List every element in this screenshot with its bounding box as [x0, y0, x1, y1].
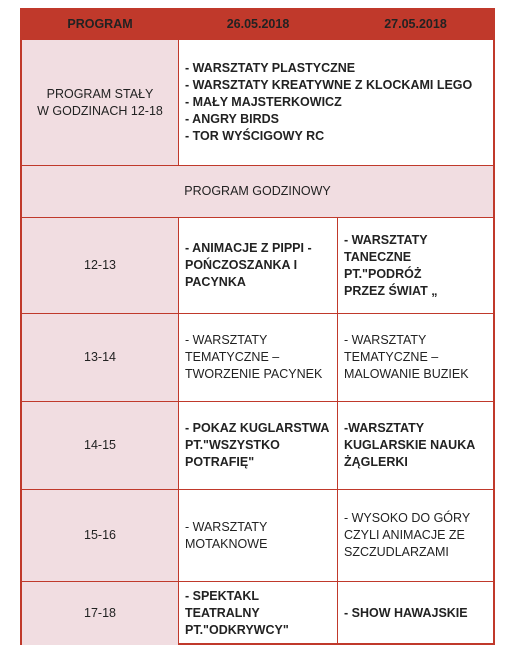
permanent-item: - WARSZTATY PLASTYCZNE — [185, 61, 356, 75]
program-table — [20, 8, 495, 645]
slot-line: - POKAZ KUGLARSTWA — [185, 421, 330, 435]
slot-line: - WARSZTATY — [344, 333, 427, 347]
slot-row — [22, 582, 493, 645]
slot-day1 — [179, 314, 338, 401]
slot-time: 15-16 — [22, 490, 179, 581]
slot-day2 — [338, 218, 493, 313]
slot-line: CZYLI ANIMACJE ZE — [344, 528, 465, 542]
slot-line: PT."WSZYSTKO — [185, 438, 280, 452]
slot-line: - WARSZTATY — [344, 232, 428, 247]
slot-day1 — [179, 490, 338, 581]
slot-line: - WYSOKO DO GÓRY — [344, 511, 471, 525]
slot-line: POTRAFIĘ" — [185, 455, 255, 469]
header-program: PROGRAM — [22, 10, 179, 39]
hourly-title-row — [22, 166, 493, 218]
permanent-item: - TOR WYŚCIGOWY RC — [185, 129, 325, 143]
slot-day1 — [179, 582, 338, 645]
slot-time: 13-14 — [22, 314, 179, 401]
slot-line: TANECZNE PT."PODRÓŻ — [344, 249, 422, 281]
slot-row — [22, 490, 493, 582]
slot-line: SZCZUDLARZAMI — [344, 545, 449, 559]
slot-line: MALOWANIE BUZIEK — [344, 367, 469, 381]
hourly-title: PROGRAM GODZINOWY — [22, 166, 493, 217]
permanent-label-line: PROGRAM STAŁY — [46, 86, 154, 101]
slot-day2 — [338, 314, 493, 401]
permanent-item: - MAŁY MAJSTERKOWICZ — [185, 95, 342, 109]
slot-line: TEMATYCZNE – — [185, 350, 280, 364]
slot-day2 — [338, 490, 493, 581]
slot-line: POŃCZOSZANKA I — [185, 258, 298, 272]
slot-line: - WARSZTATY — [185, 333, 268, 347]
permanent-label-line: W GODZINACH 12-18 — [37, 103, 163, 118]
slot-line: PT."ODKRYWCY" — [185, 623, 289, 637]
slot-line: TEMATYCZNE – — [344, 350, 439, 364]
permanent-row — [22, 40, 493, 166]
slot-line: ŻĄGLERKI — [344, 455, 408, 469]
permanent-label — [22, 40, 179, 165]
slot-row — [22, 314, 493, 402]
header-date-1: 26.05.2018 — [179, 10, 338, 39]
slot-line: - SHOW HAWAJSKIE — [344, 606, 468, 620]
slot-row — [22, 218, 493, 314]
slot-day2 — [338, 582, 493, 645]
slot-line: TWORZENIE PACYNEK — [185, 367, 323, 381]
slot-line: - ANIMACJE Z PIPPI - — [185, 241, 312, 255]
slot-day2 — [338, 402, 493, 489]
slot-line: MOTAKNOWE — [185, 536, 268, 551]
slot-line: KUGLARSKIE NAUKA — [344, 438, 476, 452]
permanent-item: - WARSZTATY KREATYWNE Z KLOCKAMI LEGO — [185, 78, 473, 92]
slot-line: -WARSZTATY — [344, 421, 425, 435]
slot-line: PACYNKA — [185, 275, 246, 289]
slot-day1 — [179, 218, 338, 313]
slot-day1 — [179, 402, 338, 489]
slot-row — [22, 402, 493, 490]
slot-time: 17-18 — [22, 582, 179, 645]
header-row — [22, 10, 493, 40]
header-date-2: 27.05.2018 — [338, 10, 493, 39]
slot-line: PRZEZ ŚWIAT „ — [344, 283, 438, 298]
slot-line: - SPEKTAKL TEATRALNY — [185, 589, 260, 620]
slot-time: 12-13 — [22, 218, 179, 313]
slot-line: - WARSZTATY — [185, 519, 268, 534]
permanent-items — [179, 40, 493, 165]
slot-time: 14-15 — [22, 402, 179, 489]
permanent-item: - ANGRY BIRDS — [185, 112, 279, 126]
